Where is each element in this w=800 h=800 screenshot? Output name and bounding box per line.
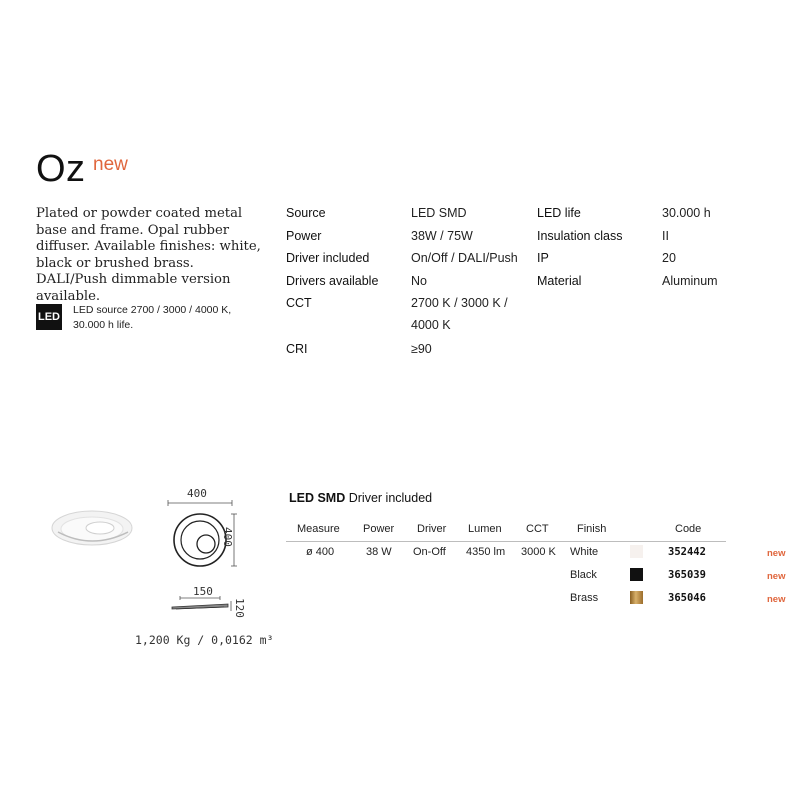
- spec-label-cri: CRI: [286, 342, 308, 356]
- spec-value-material: Aluminum: [662, 274, 718, 288]
- new-badge: new: [93, 154, 128, 175]
- th-measure: Measure: [297, 523, 340, 535]
- table-heading-driver: Driver included: [348, 491, 433, 505]
- spec-label-source: Source: [286, 206, 326, 220]
- spec-label-driver-included: Driver included: [286, 251, 370, 265]
- spec-value-insulation-class: II: [662, 229, 669, 243]
- product-photo: [44, 498, 136, 563]
- table-divider: [286, 541, 726, 542]
- table-heading-source: LED SMD: [289, 491, 346, 505]
- spec-label-led-life: LED life: [537, 206, 581, 220]
- th-finish: Finish: [577, 523, 607, 535]
- spec-value-drivers-available: No: [411, 274, 427, 288]
- spec-label-cct: CCT: [286, 296, 312, 310]
- finish-black-label: Black: [570, 569, 597, 581]
- lamp-perspective-icon: [44, 498, 136, 558]
- spec-value-source: LED SMD: [411, 206, 467, 220]
- spec-value-cct: 2700 K / 3000 K / 4000 K: [411, 296, 508, 332]
- profile-view-drawing: [168, 596, 234, 621]
- spec-label-insulation-class: Insulation class: [537, 229, 623, 243]
- code-black: 365039: [668, 569, 706, 581]
- finish-white-label: White: [570, 546, 599, 558]
- dim-profile-height: 120: [233, 598, 246, 618]
- weight-volume: 1,200 Kg / 0,0162 m³: [135, 633, 274, 647]
- spec-value-cri: ≥90: [411, 342, 432, 356]
- led-icon: LED: [36, 304, 62, 330]
- new-tag-brass: new: [767, 594, 786, 605]
- spec-value-led-life: 30.000 h: [662, 206, 711, 220]
- code-white: 352442: [668, 546, 706, 558]
- spec-label-power: Power: [286, 229, 322, 243]
- td-measure: ø 400: [306, 546, 335, 558]
- spec-label-material: Material: [537, 274, 582, 288]
- dim-top-width: 400: [187, 487, 207, 500]
- dim-side-height: 400: [221, 527, 234, 547]
- finish-black-swatch: [630, 568, 643, 581]
- td-lumen: 4350 lm: [466, 546, 506, 558]
- product-description: Plated or powder coated metal base and frame. Opal rubber diffuser. Available finishes: white, black or brushed brass. DALI/Push dimmable version available.: [36, 206, 261, 304]
- th-cct: CCT: [526, 523, 549, 535]
- spec-value-driver-included: On/Off / DALI/Push: [411, 251, 518, 265]
- spec-value-ip: 20: [662, 251, 676, 265]
- finish-white-swatch: [630, 545, 643, 558]
- spec-label-drivers-available: Drivers available: [286, 274, 379, 288]
- td-driver: On-Off: [413, 546, 446, 558]
- led-source-note: LED source 2700 / 3000 / 4000 K, 30.000 h life.: [73, 304, 232, 331]
- new-tag-white: new: [767, 548, 786, 559]
- th-lumen: Lumen: [468, 523, 502, 535]
- td-power: 38 W: [366, 546, 392, 558]
- spec-label-ip: IP: [537, 251, 549, 265]
- profile-view-icon: [168, 596, 234, 616]
- dim-profile-width: 150: [193, 585, 213, 598]
- code-brass: 365046: [668, 592, 706, 604]
- th-driver: Driver: [417, 523, 447, 535]
- th-power: Power: [363, 523, 395, 535]
- finish-brass-label: Brass: [570, 592, 599, 604]
- table-heading: [289, 491, 432, 505]
- th-code: Code: [675, 523, 702, 535]
- spec-value-power: 38W / 75W: [411, 229, 473, 243]
- td-cct: 3000 K: [521, 546, 556, 558]
- new-tag-black: new: [767, 571, 786, 582]
- finish-brass-swatch: [630, 591, 643, 604]
- product-title: Oz: [36, 148, 86, 190]
